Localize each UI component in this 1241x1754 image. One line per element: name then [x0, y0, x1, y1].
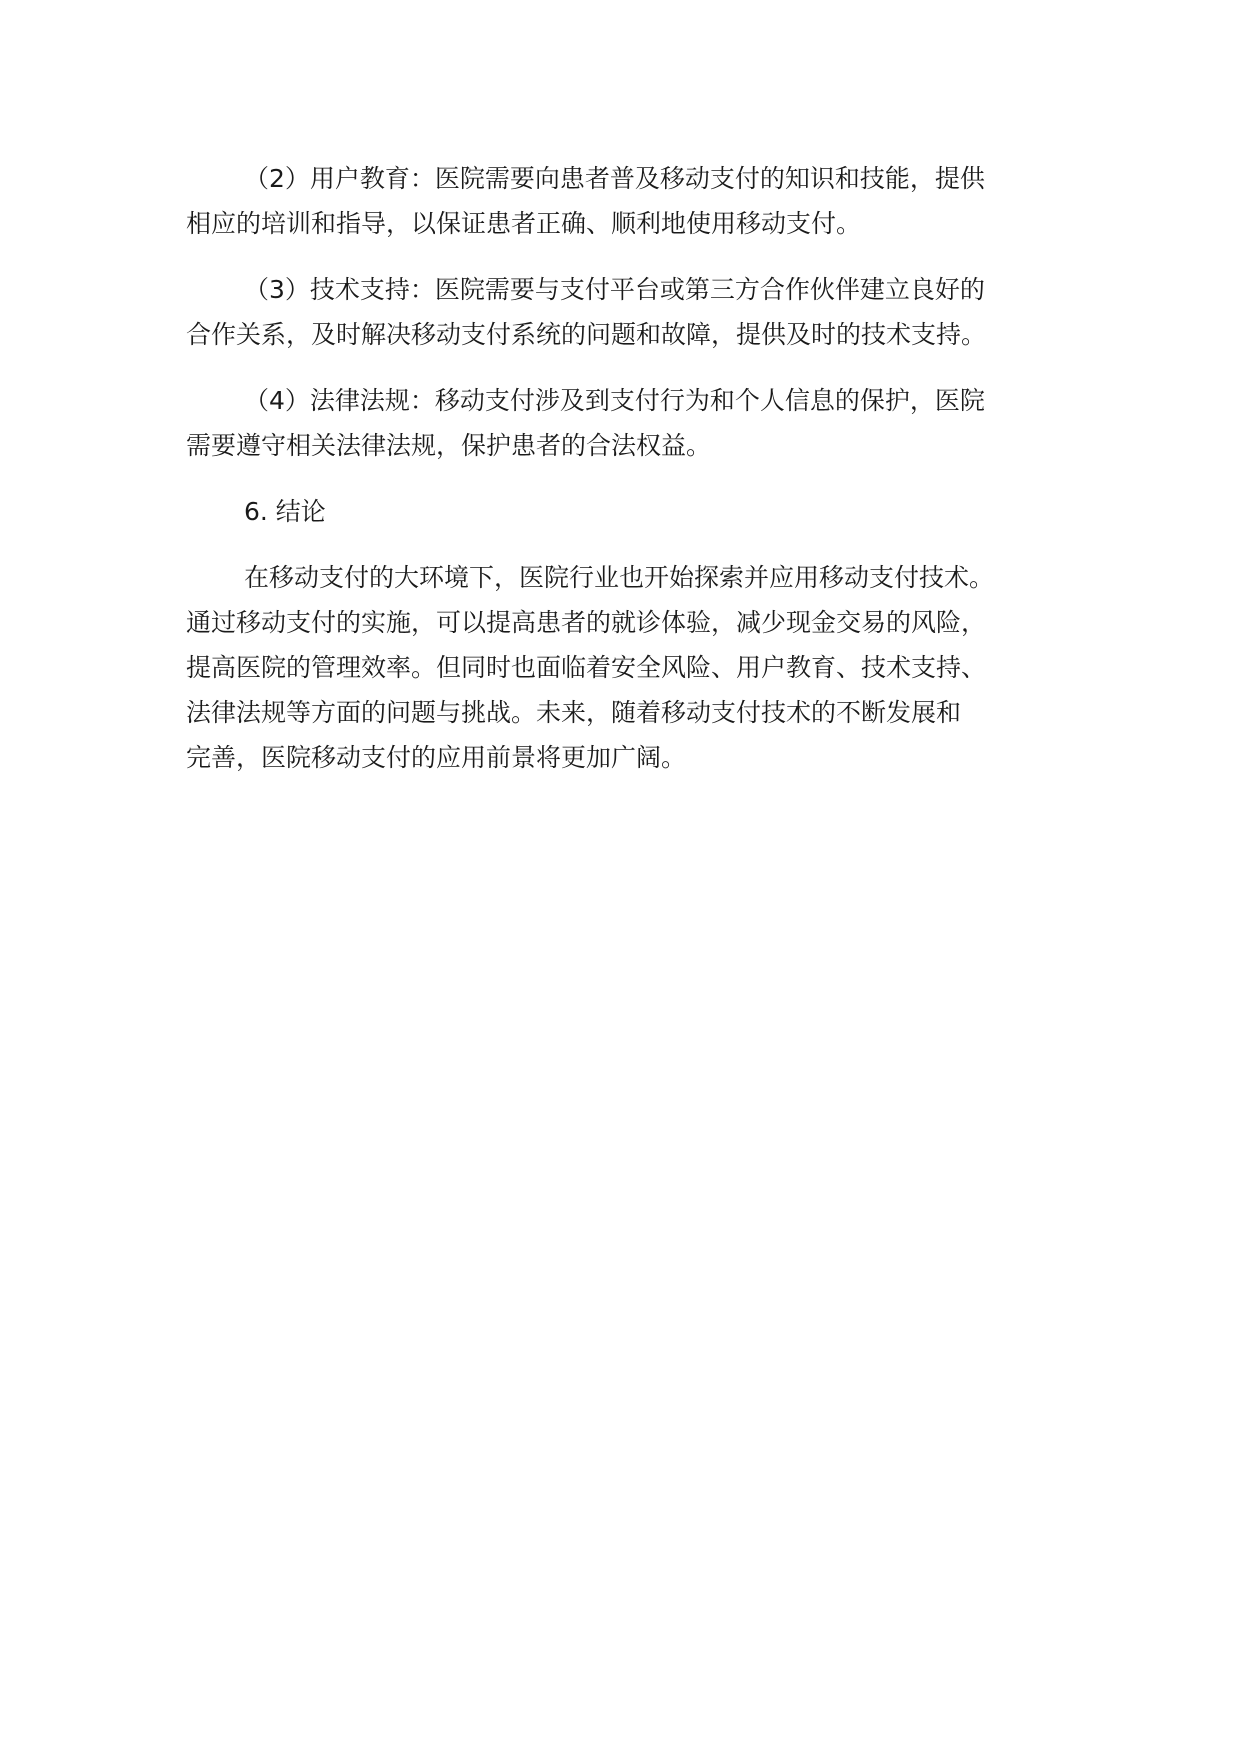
paragraph-line: 合作关系，及时解决移动支付系统的问题和故障，提供及时的技术支持。: [186, 320, 987, 349]
document-page: [186, 156, 1072, 801]
paragraph-line: 需要遵守相关法律法规，保护患者的合法权益。: [186, 431, 712, 460]
paragraph-line: （4）法律法规：移动支付涉及到支付行为和个人信息的保护，医院: [244, 386, 985, 415]
section-heading-conclusion: [186, 489, 1072, 534]
paragraph-line: 通过移动支付的实施，可以提高患者的就诊体验，减少现金交易的风险，: [186, 608, 987, 637]
paragraph-conclusion: [186, 555, 1072, 780]
section-heading: 6. 结论: [244, 497, 326, 526]
paragraph-line: 提高医院的管理效率。但同时也面临着安全风险、用户教育、技术支持、: [186, 653, 987, 682]
paragraph-user-education: [186, 156, 1072, 246]
paragraph-line: 在移动支付的大环境下，医院行业也开始探索并应用移动支付技术。: [244, 563, 995, 592]
paragraph-line: 法律法规等方面的问题与挑战。未来，随着移动支付技术的不断发展和: [186, 698, 962, 727]
paragraph-line: 相应的培训和指导，以保证患者正确、顺利地使用移动支付。: [186, 209, 862, 238]
paragraph-line: （2）用户教育：医院需要向患者普及移动支付的知识和技能，提供: [244, 164, 985, 193]
paragraph-laws-regulations: [186, 378, 1072, 468]
paragraph-line: 完善，医院移动支付的应用前景将更加广阔。: [186, 743, 687, 772]
paragraph-line: （3）技术支持：医院需要与支付平台或第三方合作伙伴建立良好的: [244, 275, 985, 304]
paragraph-technical-support: [186, 267, 1072, 357]
